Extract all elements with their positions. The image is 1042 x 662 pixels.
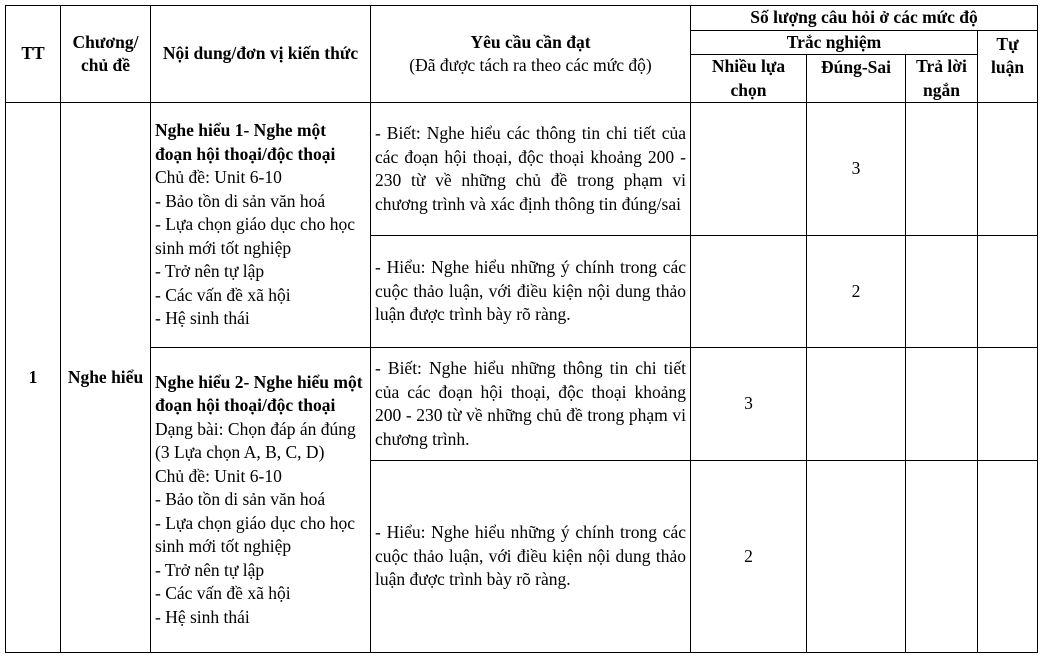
unit-1-req-1-essay xyxy=(978,103,1038,236)
unit-1-req-2-short-answer xyxy=(906,236,978,348)
unit-2-req-1-multiple-choice: 3 xyxy=(691,348,807,461)
unit-1-req-2-true-false: 2 xyxy=(807,236,906,348)
unit-2-req-1-short-answer xyxy=(906,348,978,461)
unit-1-line-1: Chủ đề: Unit 6-10 xyxy=(155,167,282,188)
unit-1-content xyxy=(151,103,371,348)
unit-2-line-1: Dạng bài: Chọn đáp án đúng (3 Lựa chọn A, B, C, D) xyxy=(155,418,356,463)
unit-2-req-1-essay xyxy=(978,348,1038,461)
unit-2-req-2-true-false xyxy=(807,461,906,653)
unit-2-title: Nghe hiểu 2- Nghe hiểu một đoạn hội thoại/độc thoại xyxy=(155,371,363,416)
header-requirement xyxy=(371,6,691,103)
unit-2-req-2-multiple-choice: 2 xyxy=(691,461,807,653)
header-requirement-title: Yêu cầu cần đạt xyxy=(470,31,591,52)
question-matrix-table xyxy=(5,5,1038,653)
unit-2-line-6: - Các vấn đề xã hội xyxy=(155,583,291,604)
unit-2-line-5: - Trở nên tự lập xyxy=(155,559,265,580)
unit-1-line-2: - Bảo tồn di sản văn hoá xyxy=(155,190,326,211)
section-number: 1 xyxy=(6,103,61,653)
header-multiple-choice: Nhiều lựa chọn xyxy=(691,55,807,103)
unit-2-line-2: Chủ đề: Unit 6-10 xyxy=(155,465,282,486)
header-requirement-note: (Đã được tách ra theo các mức độ) xyxy=(409,55,652,75)
header-short-answer: Trả lời ngắn xyxy=(906,55,978,103)
header-essay: Tự luận xyxy=(978,30,1038,103)
header-true-false: Đúng-Sai xyxy=(807,55,906,103)
unit-1-title: Nghe hiểu 1- Nghe một đoạn hội thoại/độc thoại xyxy=(155,120,336,164)
section-chapter: Nghe hiểu xyxy=(61,103,151,653)
header-tt: TT xyxy=(6,6,61,103)
unit-2-req-1-true-false xyxy=(807,348,906,461)
unit-1-req-1-multiple-choice xyxy=(691,103,807,236)
unit-2-line-4: - Lựa chọn giáo dục cho học sinh mới tốt nghiệp xyxy=(155,512,355,557)
table-row xyxy=(6,348,1038,461)
unit-1-line-3: - Lựa chọn giáo dục cho học sinh mới tốt nghiệp xyxy=(155,214,355,258)
unit-1-line-4: - Trở nên tự lập xyxy=(155,261,265,282)
unit-2-line-3: - Bảo tồn di sản văn hoá xyxy=(155,489,326,510)
header-levels: Số lượng câu hỏi ở các mức độ xyxy=(691,6,1038,31)
unit-2-req-2-short-answer xyxy=(906,461,978,653)
unit-1-req-2-multiple-choice xyxy=(691,236,807,348)
table-row xyxy=(6,103,1038,236)
header-chapter: Chương/ chủ đề xyxy=(61,6,151,103)
unit-2-requirement-2: - Hiểu: Nghe hiểu những ý chính trong các cuộc thảo luận, với điều kiện nội dung thảo luận được trình bày rõ ràng. xyxy=(371,461,691,653)
unit-1-requirement-2: - Hiểu: Nghe hiểu những ý chính trong các cuộc thảo luận, với điều kiện nội dung thảo luận được trình bày rõ ràng. xyxy=(371,236,691,348)
unit-1-req-1-short-answer xyxy=(906,103,978,236)
unit-1-req-2-essay xyxy=(978,236,1038,348)
unit-2-content xyxy=(151,348,371,653)
unit-2-line-7: - Hệ sinh thái xyxy=(155,606,250,627)
unit-1-req-1-true-false: 3 xyxy=(807,103,906,236)
header-content: Nội dung/đơn vị kiến thức xyxy=(151,6,371,103)
unit-1-line-5: - Các vấn đề xã hội xyxy=(155,284,291,305)
unit-1-requirement-1: - Biết: Nghe hiểu các thông tin chi tiết của các đoạn hội thoại, độc thoại khoảng 200 - 230 từ về những chủ đề trong phạm vi chương trình và xác định thông tin đúng/sai xyxy=(371,103,691,236)
unit-2-req-2-essay xyxy=(978,461,1038,653)
unit-2-requirement-1: - Biết: Nghe hiểu những thông tin chi tiết của các đoạn hội thoại, độc thoại khoảng 200 - 230 từ về những chủ đề trong phạm vi chương trình. xyxy=(371,348,691,461)
unit-1-line-6: - Hệ sinh thái xyxy=(155,308,250,329)
header-mcq-group: Trắc nghiệm xyxy=(691,30,978,55)
